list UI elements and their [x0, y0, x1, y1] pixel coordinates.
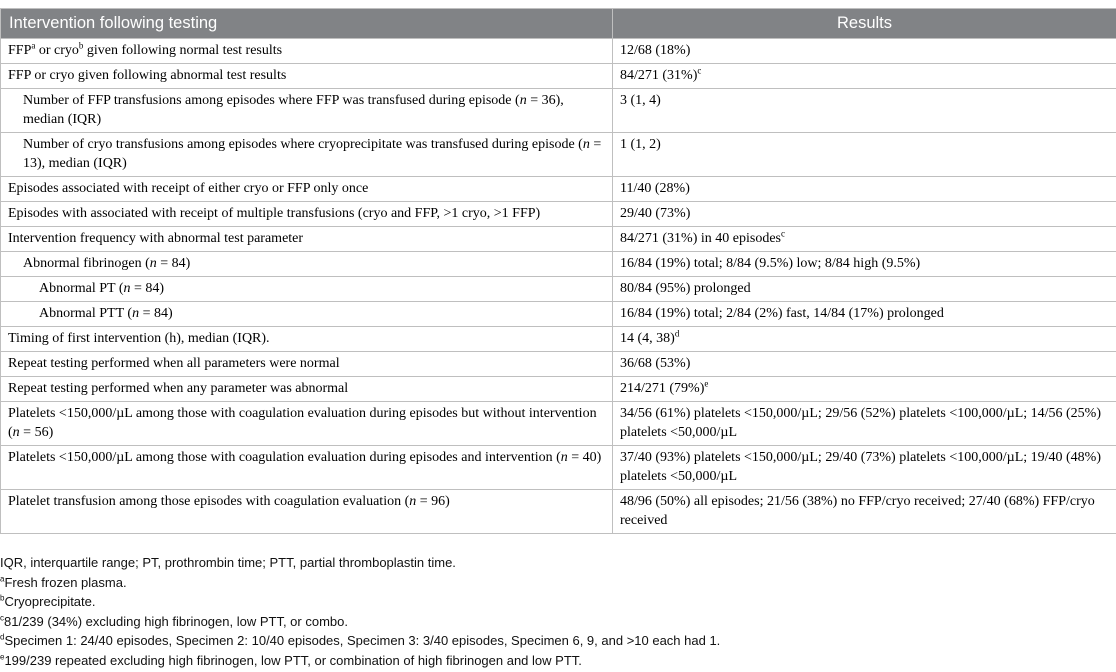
table-row: [1, 352, 1116, 377]
row-value: 84/271 $(31\%)^c$: [613, 64, 1116, 89]
row-value: 3 (1, 4): [613, 89, 1116, 133]
footnote-text: 81/239 (34%) excluding high fibrinogen, low PTT, or combo.: [4, 613, 348, 629]
row-label: Abnormal PT (n = 84): [1, 277, 613, 302]
footnote: [0, 631, 720, 651]
row-label: Number of FFP transfusions among episodes where FFP was transfused during episode (n = 36), median (IQR): [1, 89, 613, 133]
table-row: [1, 133, 1116, 177]
table-row: [1, 202, 1116, 227]
row-label: Timing of first intervention (h), median (IQR).: [1, 327, 613, 352]
table-row: [1, 252, 1116, 277]
footnote-mark: a: [0, 574, 5, 584]
footnotes: [0, 553, 720, 670]
table-row: [1, 177, 1116, 202]
row-value: 48/96 (50%) all episodes; 21/56 (38%) no FFP/cryo received; 27/40 (68%) FFP/cryo received: [613, 490, 1116, 534]
footnote-mark: b: [0, 593, 5, 603]
footnote: [0, 592, 720, 612]
footnote: [0, 553, 720, 573]
row-label: Intervention frequency with abnormal test parameter: [1, 227, 613, 252]
row-value: 80/84 (95%) prolonged: [613, 277, 1116, 302]
row-value: 36/68 (53%): [613, 352, 1116, 377]
footnote-mark: d: [0, 632, 5, 642]
row-label: Repeat testing performed when all parameters were normal: [1, 352, 613, 377]
footnote-text: IQR, interquartile range; PT, prothrombin time; PTT, partial thromboplastin time.: [0, 555, 456, 570]
row-label: Abnormal fibrinogen (n = 84): [1, 252, 613, 277]
table-row: [1, 402, 1116, 446]
row-label: Platelets <150,000/µL among those with coagulation evaluation during episodes and intervention (n = 40): [1, 446, 613, 490]
row-value: 12/68 (18%): [613, 39, 1116, 64]
table-body: [1, 39, 1116, 534]
table-row: [1, 227, 1116, 252]
header-results: Results: [613, 9, 1116, 39]
footnote-mark: c: [0, 613, 4, 623]
row-value: 37/40 (93%) platelets <150,000/µL; 29/40 (73%) platelets <100,000/µL; 19/40 (48%) platelets <50,000/µL: [613, 446, 1116, 490]
table-row: [1, 490, 1116, 534]
footnote-mark: e: [0, 652, 5, 662]
header-intervention: Intervention following testing: [1, 9, 613, 39]
table-row: [1, 446, 1116, 490]
table-row: [1, 39, 1116, 64]
row-value: 1 (1, 2): [613, 133, 1116, 177]
footnote-text: Fresh frozen plasma.: [4, 574, 127, 590]
row-label: Abnormal PTT (n = 84): [1, 302, 613, 327]
results-table: [0, 8, 1116, 534]
table-header: [1, 9, 1116, 39]
row-label: Episodes associated with receipt of either cryo or FFP only once: [1, 177, 613, 202]
table-row: [1, 64, 1116, 89]
row-value: 16/84 (19%) total; 2/84 (2%) fast, 14/84 (17%) prolonged: [613, 302, 1116, 327]
row-label: Platelets <150,000/µL among those with coagulation evaluation during episodes but without intervention (n = 56): [1, 402, 613, 446]
table-row: [1, 327, 1116, 352]
row-value: 16/84 (19%) total; 8/84 (9.5%) low; 8/84 high (9.5%): [613, 252, 1116, 277]
row-label: FFP or cryo given following abnormal test results: [1, 64, 613, 89]
row-value: 84/271 (31%) in 40 episodes$^c$: [613, 227, 1116, 252]
table-row: [1, 277, 1116, 302]
row-label: FFP$^a$ or cryo$^b$ given following normal test results: [1, 39, 613, 64]
footnote-text: 199/239 repeated excluding high fibrinogen, low PTT, or combination of high fibrinogen and low PTT.: [4, 652, 582, 668]
row-value: 14 (4, 38)$^d$: [613, 327, 1116, 352]
footnote: [0, 573, 720, 593]
table-row: [1, 89, 1116, 133]
footnote: [0, 612, 720, 632]
footnote-text: Cryoprecipitate.: [4, 594, 96, 609]
row-value: 11/40 (28%): [613, 177, 1116, 202]
footnote: [0, 651, 720, 671]
row-value: 29/40 (73%): [613, 202, 1116, 227]
row-label: Number of cryo transfusions among episodes where cryoprecipitate was transfused during episode (n = 13), median (IQR): [1, 133, 613, 177]
row-label: Repeat testing performed when any parameter was abnormal: [1, 377, 613, 402]
footnote-text: Specimen 1: 24/40 episodes, Specimen 2: 10/40 episodes, Specimen 3: 3/40 episodes, Specimen 6, 9, and >10 each had 1.: [4, 633, 721, 648]
row-label: Platelet transfusion among those episodes with coagulation evaluation (n = 96): [1, 490, 613, 534]
table-row: [1, 302, 1116, 327]
table-row: [1, 377, 1116, 402]
row-label: Episodes with associated with receipt of multiple transfusions (cryo and FFP, >1 cryo, >1 FFP): [1, 202, 613, 227]
row-value: 214/271 $(79\%)^e$: [613, 377, 1116, 402]
row-value: 34/56 (61%) platelets <150,000/µL; 29/56 (52%) platelets <100,000/µL; 14/56 (25%) platelets <50,000/µL: [613, 402, 1116, 446]
